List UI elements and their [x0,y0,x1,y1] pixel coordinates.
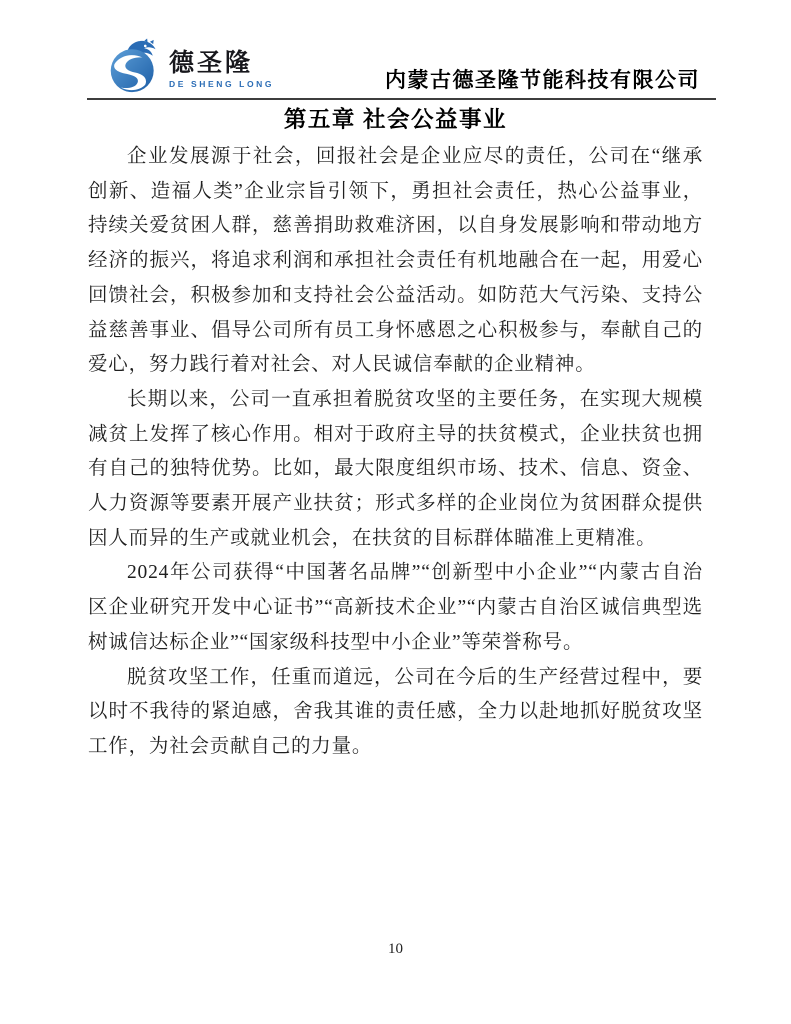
paragraph-3: 2024年公司获得“中国著名品牌”“创新型中小企业”“内蒙古自治区企业研究开发中心证书”“高新技术企业”“内蒙古自治区诚信典型选树诚信达标企业”“国家级科技型中小企业”等荣誉称号。 [88,562,703,653]
logo-subtext: DE SHENG LONG [169,79,275,90]
logo-text-block [169,51,274,89]
document-body [88,140,703,765]
company-logo [107,38,274,94]
dragon-logo-icon [107,38,163,94]
paragraph-2: 长期以来，公司一直承担着脱贫攻坚的主要任务，在实现大规模减贫上发挥了核心作用。相对于政府主导的扶贫模式，企业扶贫也拥有自己的独特优势。比如，最大限度组织市场、技术、信息、资金、人力资源等要素开展产业扶贫；形式多样的企业岗位为贫困群众提供因人而异的生产或就业机会，在扶贫的目标群体瞄准上更精准。 [88,388,703,549]
chapter-title: 第五章 社会公益事业 [283,107,508,132]
company-name: 内蒙古德圣隆节能科技有限公司 [385,68,700,92]
paragraph-1: 企业发展源于社会，回报社会是企业应尽的责任，公司在“继承创新、造福人类”企业宗旨引领下，勇担社会责任，热心公益事业，持续关爱贫困人群，慈善捐助救难济困，以自身发展影响和带动地方经济的振兴，将追求利润和承担社会责任有机地融合在一起，用爱心回馈社会，积极参加和支持社会公益活动。如防范大气污染、支持公益慈善事业、倡导公司所有员工身怀感恩之心积极参与，奉献自己的爱心，努力践行着对社会、对人民诚信奉献的企业精神。 [88,146,703,376]
paragraph-4: 脱贫攻坚工作，任重而道远，公司在今后的生产经营过程中，要以时不我待的紧迫感，舍我其谁的责任感，全力以赴地抓好脱贫攻坚工作，为社会贡献自己的力量。 [88,666,703,757]
logo-text: 德圣隆 [169,49,254,78]
page-header [87,0,716,100]
page-number: 10 [388,941,403,957]
